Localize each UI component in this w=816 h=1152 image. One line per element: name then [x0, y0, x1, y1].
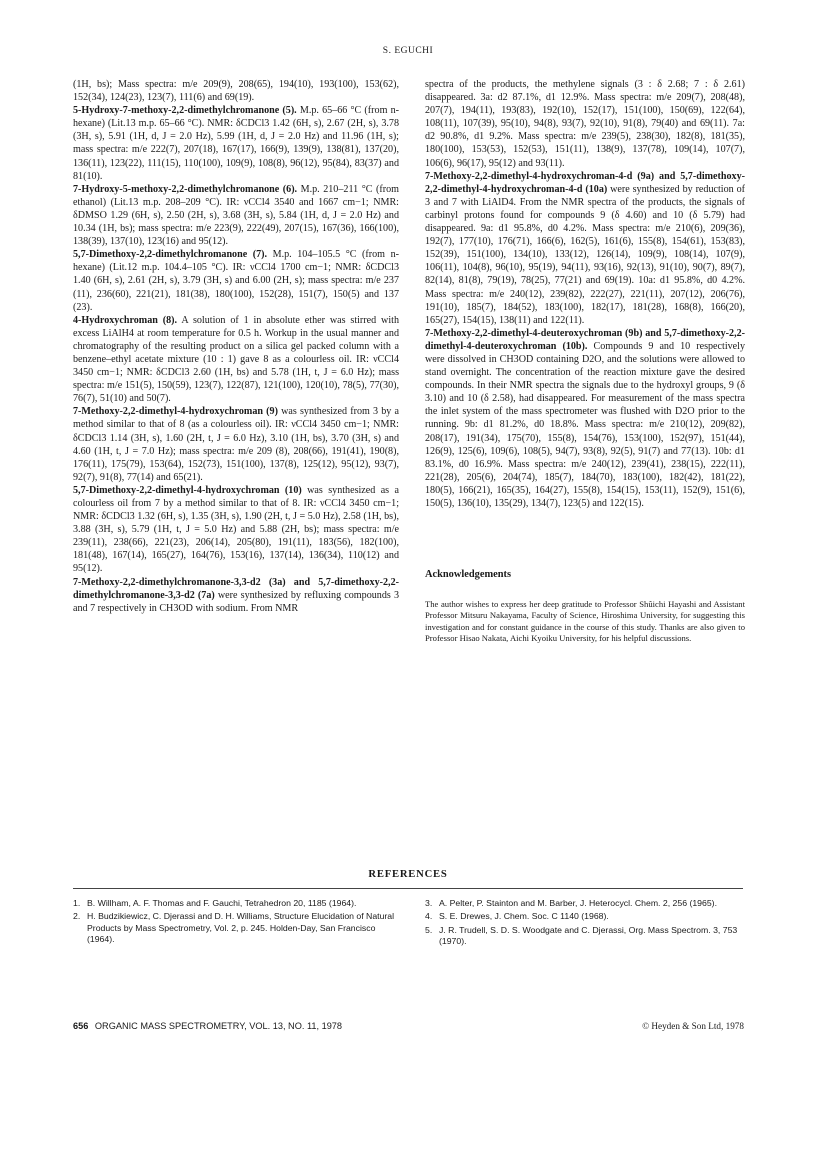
compound-heading: 5,7-Dimethoxy-2,2-dimethylchromanone (7). — [73, 249, 268, 261]
references-heading: REFERENCES — [368, 869, 448, 880]
reference-text: B. Willham, A. F. Thomas and F. Gauchi, Tetrahedron 20, 1185 (1964). — [87, 898, 357, 908]
paragraph: 7-Methoxy-2,2-dimethyl-4-hydroxychroman (9) was synthesized from 3 by a method similar to that of 8 (as a colourless oil). IR: νCCl4 3450 cm−1; NMR: δCDCl3 1.14 (3H, s), 1.60 (2H, t, J = 6.0 Hz), 3.10 (1H, bs), 3.70 (3H, s) and 4.60 (1H, t, J = 7.0 Hz); mass spectra: m/e 209 (8), 208(66), 191(41), 190(8), 176(11), 175(79), 153(64), 152(73), 151(100), 137(8), 125(12), 95(12), 93(7), 92(7), 91(8), 77(14) and 65(21). — [73, 406, 399, 483]
reference-number: 5. — [425, 924, 433, 935]
paragraph: 5,7-Dimethoxy-2,2-dimethyl-4-hydroxychroman (10) was synthesized as a colourless oil from 7 by a method similar to that of 8. IR: νCCl4 3450 cm−1; NMR: δCDCl3 1.32 (6H, s), 1.35 (3H, s), 1.90 (2H, t, J = 5.0 Hz), 2.58 (1H, bs), 3.88 (3H, s), 5.79 (1H, t, J = 5.0 Hz) and 5.88 (2H, bs); mass spectra: m/e 239(11), 238(66), 221(23), 206(14), 205(80), 191(11), 183(56), 182(100), 181(48), 167(14), 165(27), 164(76), 153(16), 137(14), 136(34), 110(12) and 95(12). — [73, 484, 399, 575]
left-column — [73, 78, 399, 615]
reference-text: A. Pelter, P. Stainton and M. Barber, J. Heterocycl. Chem. 2, 256 (1965). — [439, 898, 717, 908]
running-head: S. EGUCHI — [382, 46, 434, 56]
paragraph: 7-Methoxy-2,2-dimethyl-4-deuteroxychroman (9b) and 5,7-dimethoxy-2,2-dimethyl-4-deuteroxychroman (10b). Compounds 9 and 10 respectively were dissolved in CH3OD containing D2O, and the solutions were allowed to stand overnight. The concentration of the reaction mixture gave the desired compounds. In their NMR spectra the signals due to the hydroxyl groups, 9 (δ 3.10) and 10 (δ 2.58), had disappeared. For measurement of the mass spectra the inlet system of the mass spectrometer was flushed with D2O prior to the running. 9b: d1 81.2%, d0 18.8%. Mass spectra: m/e 210(12), 209(82), 208(17), 191(34), 175(70), 155(8), 154(76), 153(100), 152(97), 151(44), 126(9), 125(6), 109(6), 108(5), 94(7), 93(8), 92(5), 91(7) and 77(13). 10b: d1 83.1%, d0 16.9%. Mass spectra: m/e 240(12), 239(41), 238(15), 222(11), 221(28), 205(6), 204(74), 185(7), 184(70), 183(100), 182(42), 181(22), 180(5), 166(21), 165(35), 164(27), 155(8), 154(15), 153(11), 152(9), 151(6), 150(5), 136(10), 135(29), 134(7), 123(5) and 122(15). — [425, 327, 746, 509]
paragraph: (1H, bs); Mass spectra: m/e 209(9), 208(65), 194(10), 193(100), 153(62), 152(34), 124(23), 123(7), 111(6) and 69(19). — [73, 79, 399, 104]
references-divider — [73, 888, 743, 889]
compound-heading: 5,7-Dimethoxy-2,2-dimethyl-4-hydroxychroman (10) — [73, 484, 302, 496]
compound-heading: 7-Methoxy-2,2-dimethyl-4-hydroxychroman-4-d (9a) and 5,7-dimethoxy-2,2-dimethyl-4-hydroxychroman-4-d (10a) — [425, 170, 745, 195]
reference-number: 4. — [425, 911, 433, 922]
right-column — [425, 78, 745, 644]
reference-text: H. Budzikiewicz, C. Djerassi and D. H. Williams, Structure Elucidation of Natural Products by Mass Spectrometry, Vol. 2, p. 245. Holden-Day, San Francisco (1964). — [87, 911, 395, 944]
footer-copyright: © Heyden & Son Ltd, 1978 — [642, 1021, 744, 1031]
acknowledgements-heading: Acknowledgements — [425, 569, 512, 581]
paragraph: 4-Hydroxychroman (8). A solution of 1 in absolute ether was stirred with excess LiAlH4 at room temperature for 0.5 h. Workup in the usual manner and chromatography of the resulting product on a silica gel packed column with a benzene–ethyl acetate mixture (10 : 1) gave 8 as a colourless oil. IR: νCCl4 3450 cm−1; NMR: δCDCl3 2.60 (1H, bs) and 5.78 (1H, t, J = 6.0 Hz); mass spectra: m/e 151(5), 150(59), 123(7), 122(87), 121(100), 120(10), 78(5), 77(30), 76(7), 51(10) and 50(7). — [73, 314, 399, 405]
paragraph: 7-Hydroxy-5-methoxy-2,2-dimethylchromanone (6). M.p. 210–211 °C (from ethanol) (Lit.13 m.p. 208–209 °C). IR: νCCl4 3540 and 1667 cm−1; NMR: δDMSO 1.29 (6H, s), 2.50 (2H, s), 3.68 (3H, s), 5.84 (1H, d, J = 2.0 Hz) and 10.34 (1H, bs); mass spectra: m/e 223(9), 222(49), 207(15), 167(36), 166(100), 138(39), 137(10), 123(16) and 95(12). — [73, 183, 399, 248]
compound-heading: 7-Methoxy-2,2-dimethyl-4-deuteroxychroman (9b) and 5,7-dimethoxy-2,2-dimethyl-4-deuteroxychroman (10b). — [425, 327, 745, 352]
references-list-left — [73, 898, 401, 947]
reference-text: J. R. Trudell, S. D. S. Woodgate and C. Djerassi, Org. Mass Spectrom. 3, 753 (1970). — [439, 924, 738, 946]
acknowledgements-text: The author wishes to express her deep gratitude to Professor Shûichi Hayashi and Assistant Professor Mitsuru Nakayama, Faculty of Science, Hiroshima University, for suggesting this investigation and for constant guidance in the course of this study. Thanks are also given to Professor Hisao Nakata, Aichi Kyoiku University, for his helpful discussions. — [425, 599, 745, 643]
compound-heading: 7-Methoxy-2,2-dimethylchromanone-3,3-d2 (3a) and 5,7-dimethoxy-2,2-dimethylchromanone-3,3-d2 (7a) — [73, 576, 399, 601]
page-number: 656 — [73, 1021, 89, 1031]
paragraph: 7-Methoxy-2,2-dimethylchromanone-3,3-d2 (3a) and 5,7-dimethoxy-2,2-dimethylchromanone-3,3-d2 (7a) were synthesized by refluxing compounds 3 and 7 respectively in CH3OD with sodium. From NMR — [73, 576, 399, 614]
compound-heading: 5-Hydroxy-7-methoxy-2,2-dimethylchromanone (5). — [73, 105, 297, 117]
reference-item — [425, 925, 745, 948]
compound-heading: 7-Hydroxy-5-methoxy-2,2-dimethylchromanone (6). — [73, 183, 298, 195]
journal-citation: ORGANIC MASS SPECTROMETRY, VOL. 13, NO. 11, 1978 — [94, 1021, 343, 1031]
compound-heading: 7-Methoxy-2,2-dimethyl-4-hydroxychroman (9) — [73, 406, 278, 418]
reference-number: 1. — [73, 898, 81, 908]
reference-item — [73, 898, 401, 909]
footer-journal — [73, 1021, 342, 1031]
reference-item — [73, 911, 401, 945]
reference-number: 2. — [73, 911, 81, 922]
reference-item — [425, 898, 745, 909]
reference-item — [425, 911, 745, 922]
references-list-right — [425, 898, 745, 949]
paragraph: spectra of the products, the methylene signals (3 : δ 2.68; 7 : δ 2.61) disappeared. 3a: d2 87.1%, d1 12.9%. Mass spectra: m/e 209(7), 208(48), 207(7), 194(11), 193(83), 192(10), 152(17), 151(100), 150(69), 122(64), 108(11), 107(39), 95(10), 94(8), 93(7), 92(10), 91(8), 79(40) and 69(11). 7a: d2 90.8%, d1 9.2%. Mass spectra: m/e 239(5), 238(30), 182(8), 181(35), 180(100), 153(53), 152(53), 151(11), 138(9), 137(78), 109(14), 107(7), 106(6), 96(17), 95(12) and 93(11). — [425, 79, 745, 169]
paragraph: 7-Methoxy-2,2-dimethyl-4-hydroxychroman-4-d (9a) and 5,7-dimethoxy-2,2-dimethyl-4-hydroxychroman-4-d (10a) were synthesized by reduction of 3 and 7 with LiAlD4. From the NMR spectra of the products, the signals of carbinyl protons found for compounds 9 (δ 4.60) and 10 (δ 5.79) had disappeared. 9a: d1 95.8%, d0 4.2%. Mass spectra: m/e 210(6), 209(36), 192(7), 177(10), 176(71), 166(6), 162(5), 161(6), 155(8), 154(61), 153(83), 152(39), 151(100), 134(10), 133(12), 126(14), 109(9), 108(14), 107(9), 106(11), 104(8), 96(10), 95(19), 94(11), 93(16), 92(13), 91(10), 90(7), 89(7), 82(14), 81(8), 79(19), 78(25), 77(21) and 69(19). 10a: d1 95.8%, d0 4.2%. Mass spectra: m/e 240(12), 239(82), 222(27), 221(11), 207(12), 206(76), 191(10), 185(7), 184(52), 183(100), 182(17), 181(28), 168(8), 166(20), 165(27), 154(15), 138(11) and 122(11). — [425, 170, 745, 326]
paragraph: 5,7-Dimethoxy-2,2-dimethylchromanone (7). M.p. 104–105.5 °C (from n-hexane) (Lit.12 m.p. 104.4–105 °C). IR: νCCl4 1700 cm−1; NMR: δCDCl3 1.40 (6H, s), 2.61 (2H, s), 3.79 (3H, s) and 6.00 (2H, s); mass spectra: m/e 237 (11), 236(60), 221(21), 181(38), 180(100), 152(28), 151(7), 150(5) and 137 (23). — [73, 249, 400, 313]
compound-heading: 4-Hydroxychroman (8). — [73, 314, 178, 326]
reference-number: 3. — [425, 898, 433, 908]
paragraph: 5-Hydroxy-7-methoxy-2,2-dimethylchromanone (5). M.p. 65–66 °C (from n-hexane) (Lit.13 m.p. 65–66 °C). NMR: δCDCl3 1.42 (6H, s), 2.67 (2H, s), 3.78 (3H, s), 5.91 (1H, d, J = 2.0 Hz), 5.99 (1H, d, J = 2.0 Hz) and 11.96 (1H, s); mass spectra: m/e 222(7), 207(18), 167(17), 166(9), 139(9), 138(81), 137(20), 136(11), 123(22), 111(15), 110(100), 109(9), 108(8), 96(12), 95(84), 83(37) and 81(10). — [73, 105, 399, 182]
reference-text: S. E. Drewes, J. Chem. Soc. C 1140 (1968). — [439, 911, 609, 922]
